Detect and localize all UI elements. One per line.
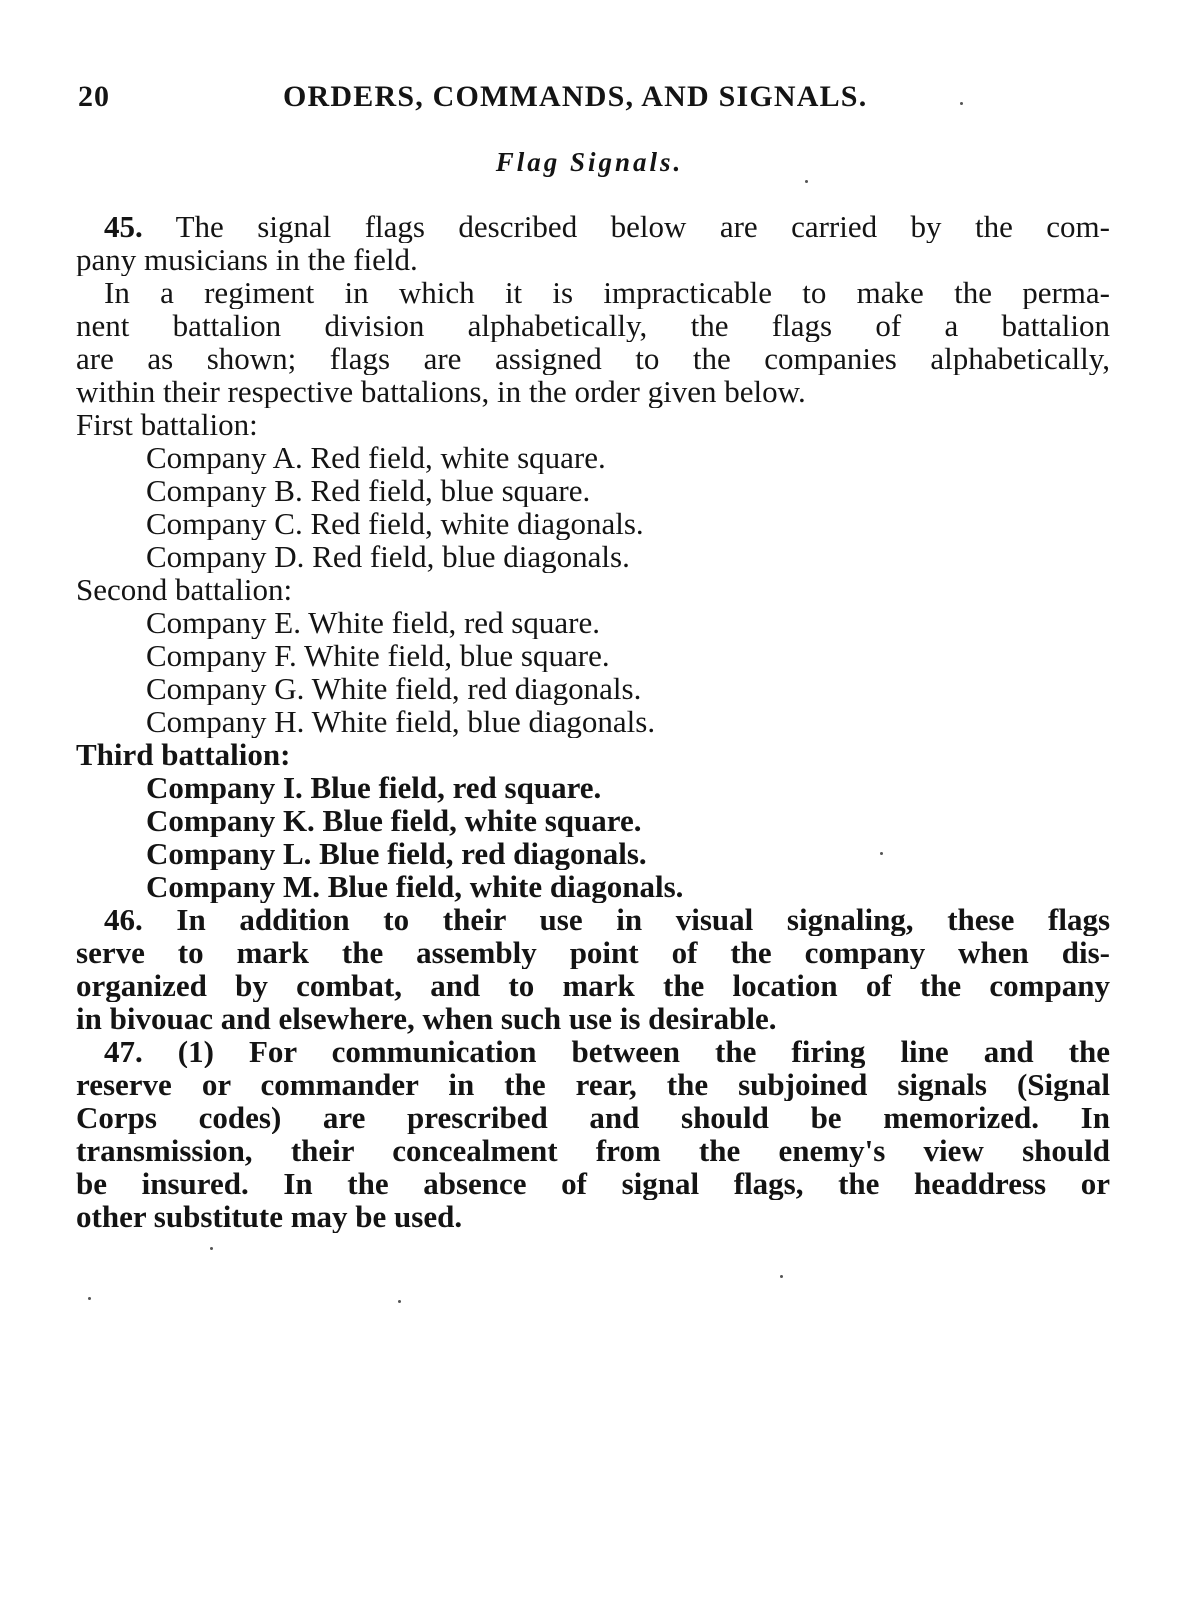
text-line: serve to mark the assembly point of the company when dis- <box>76 936 1110 969</box>
text-line: are as shown; flags are assigned to the companies alphabetically, <box>76 342 1110 375</box>
company-entry: Company L. Blue field, red diagonals. <box>146 837 647 870</box>
print-speck <box>88 1297 91 1300</box>
text-line <box>76 903 1110 936</box>
text-line: be insured. In the absence of signal flags, the headdress or <box>76 1167 1110 1200</box>
text-line: in bivouac and elsewhere, when such use is desirable. <box>76 1002 777 1035</box>
company-entry: Company F. White field, blue square. <box>146 639 610 672</box>
text-line: nent battalion division alphabetically, the flags of a battalion <box>76 309 1110 342</box>
text-line: within their respective battalions, in the order given below. <box>76 375 806 408</box>
print-speck <box>780 1275 783 1278</box>
paragraph-number: 45. <box>104 210 143 243</box>
company-entry: Company H. White field, blue diagonals. <box>146 705 656 738</box>
paragraph-45 <box>76 210 1110 276</box>
print-speck <box>805 180 808 183</box>
company-entry: Company E. White field, red square. <box>146 606 600 639</box>
print-speck <box>210 1247 213 1250</box>
page-number: 20 <box>78 80 110 113</box>
company-entry: Company G. White field, red diagonals. <box>146 672 642 705</box>
battalion-first <box>76 408 1110 573</box>
running-title: ORDERS, COMMANDS, AND SIGNALS. <box>283 80 868 113</box>
battalion-label: First battalion: <box>76 408 258 441</box>
text-line <box>76 1035 1110 1068</box>
paragraph-45-continued <box>76 276 1110 408</box>
print-speck <box>960 102 963 105</box>
text-line: In a regiment in which it is impracticable to make the perma- <box>104 276 1110 309</box>
running-head <box>78 80 1108 120</box>
battalion-second <box>76 573 1110 738</box>
battalion-third <box>76 738 1110 903</box>
text-line <box>76 210 1110 243</box>
section-title: Flag Signals. <box>495 147 684 177</box>
line-text: The signal flags described below are carried by the com- <box>175 210 1110 243</box>
battalion-label: Third battalion: <box>76 738 291 771</box>
paragraph-46 <box>76 903 1110 1035</box>
print-speck <box>398 1300 401 1303</box>
company-entry: Company B. Red field, blue square. <box>146 474 591 507</box>
company-entry: Company K. Blue field, white square. <box>146 804 642 837</box>
text-line: transmission, their concealment from the enemy's view should <box>76 1134 1110 1167</box>
company-entry: Company I. Blue field, red square. <box>146 771 602 804</box>
battalion-label: Second battalion: <box>76 573 293 606</box>
line-text: In addition to their use in visual signaling, these flags <box>176 903 1110 936</box>
text-line: Corps codes) are prescribed and should be memorized. In <box>76 1101 1110 1134</box>
company-entry: Company D. Red field, blue diagonals. <box>146 540 630 573</box>
text-line: organized by combat, and to mark the location of the company <box>76 969 1110 1002</box>
paragraph-number: 46. <box>104 903 143 936</box>
print-speck <box>880 852 883 855</box>
company-entry: Company M. Blue field, white diagonals. <box>146 870 684 903</box>
paragraph-47 <box>76 1035 1110 1233</box>
paragraph-number: 47. <box>104 1035 143 1068</box>
text-line: pany musicians in the field. <box>76 243 418 276</box>
line-text: (1) For communication between the firing line and the <box>177 1035 1110 1068</box>
company-entry: Company A. Red field, white square. <box>146 441 606 474</box>
company-entry: Company C. Red field, white diagonals. <box>146 507 644 540</box>
page-body <box>76 210 1110 1233</box>
text-line: other substitute may be used. <box>76 1200 463 1233</box>
text-line: reserve or commander in the rear, the subjoined signals (Signal <box>76 1068 1110 1101</box>
